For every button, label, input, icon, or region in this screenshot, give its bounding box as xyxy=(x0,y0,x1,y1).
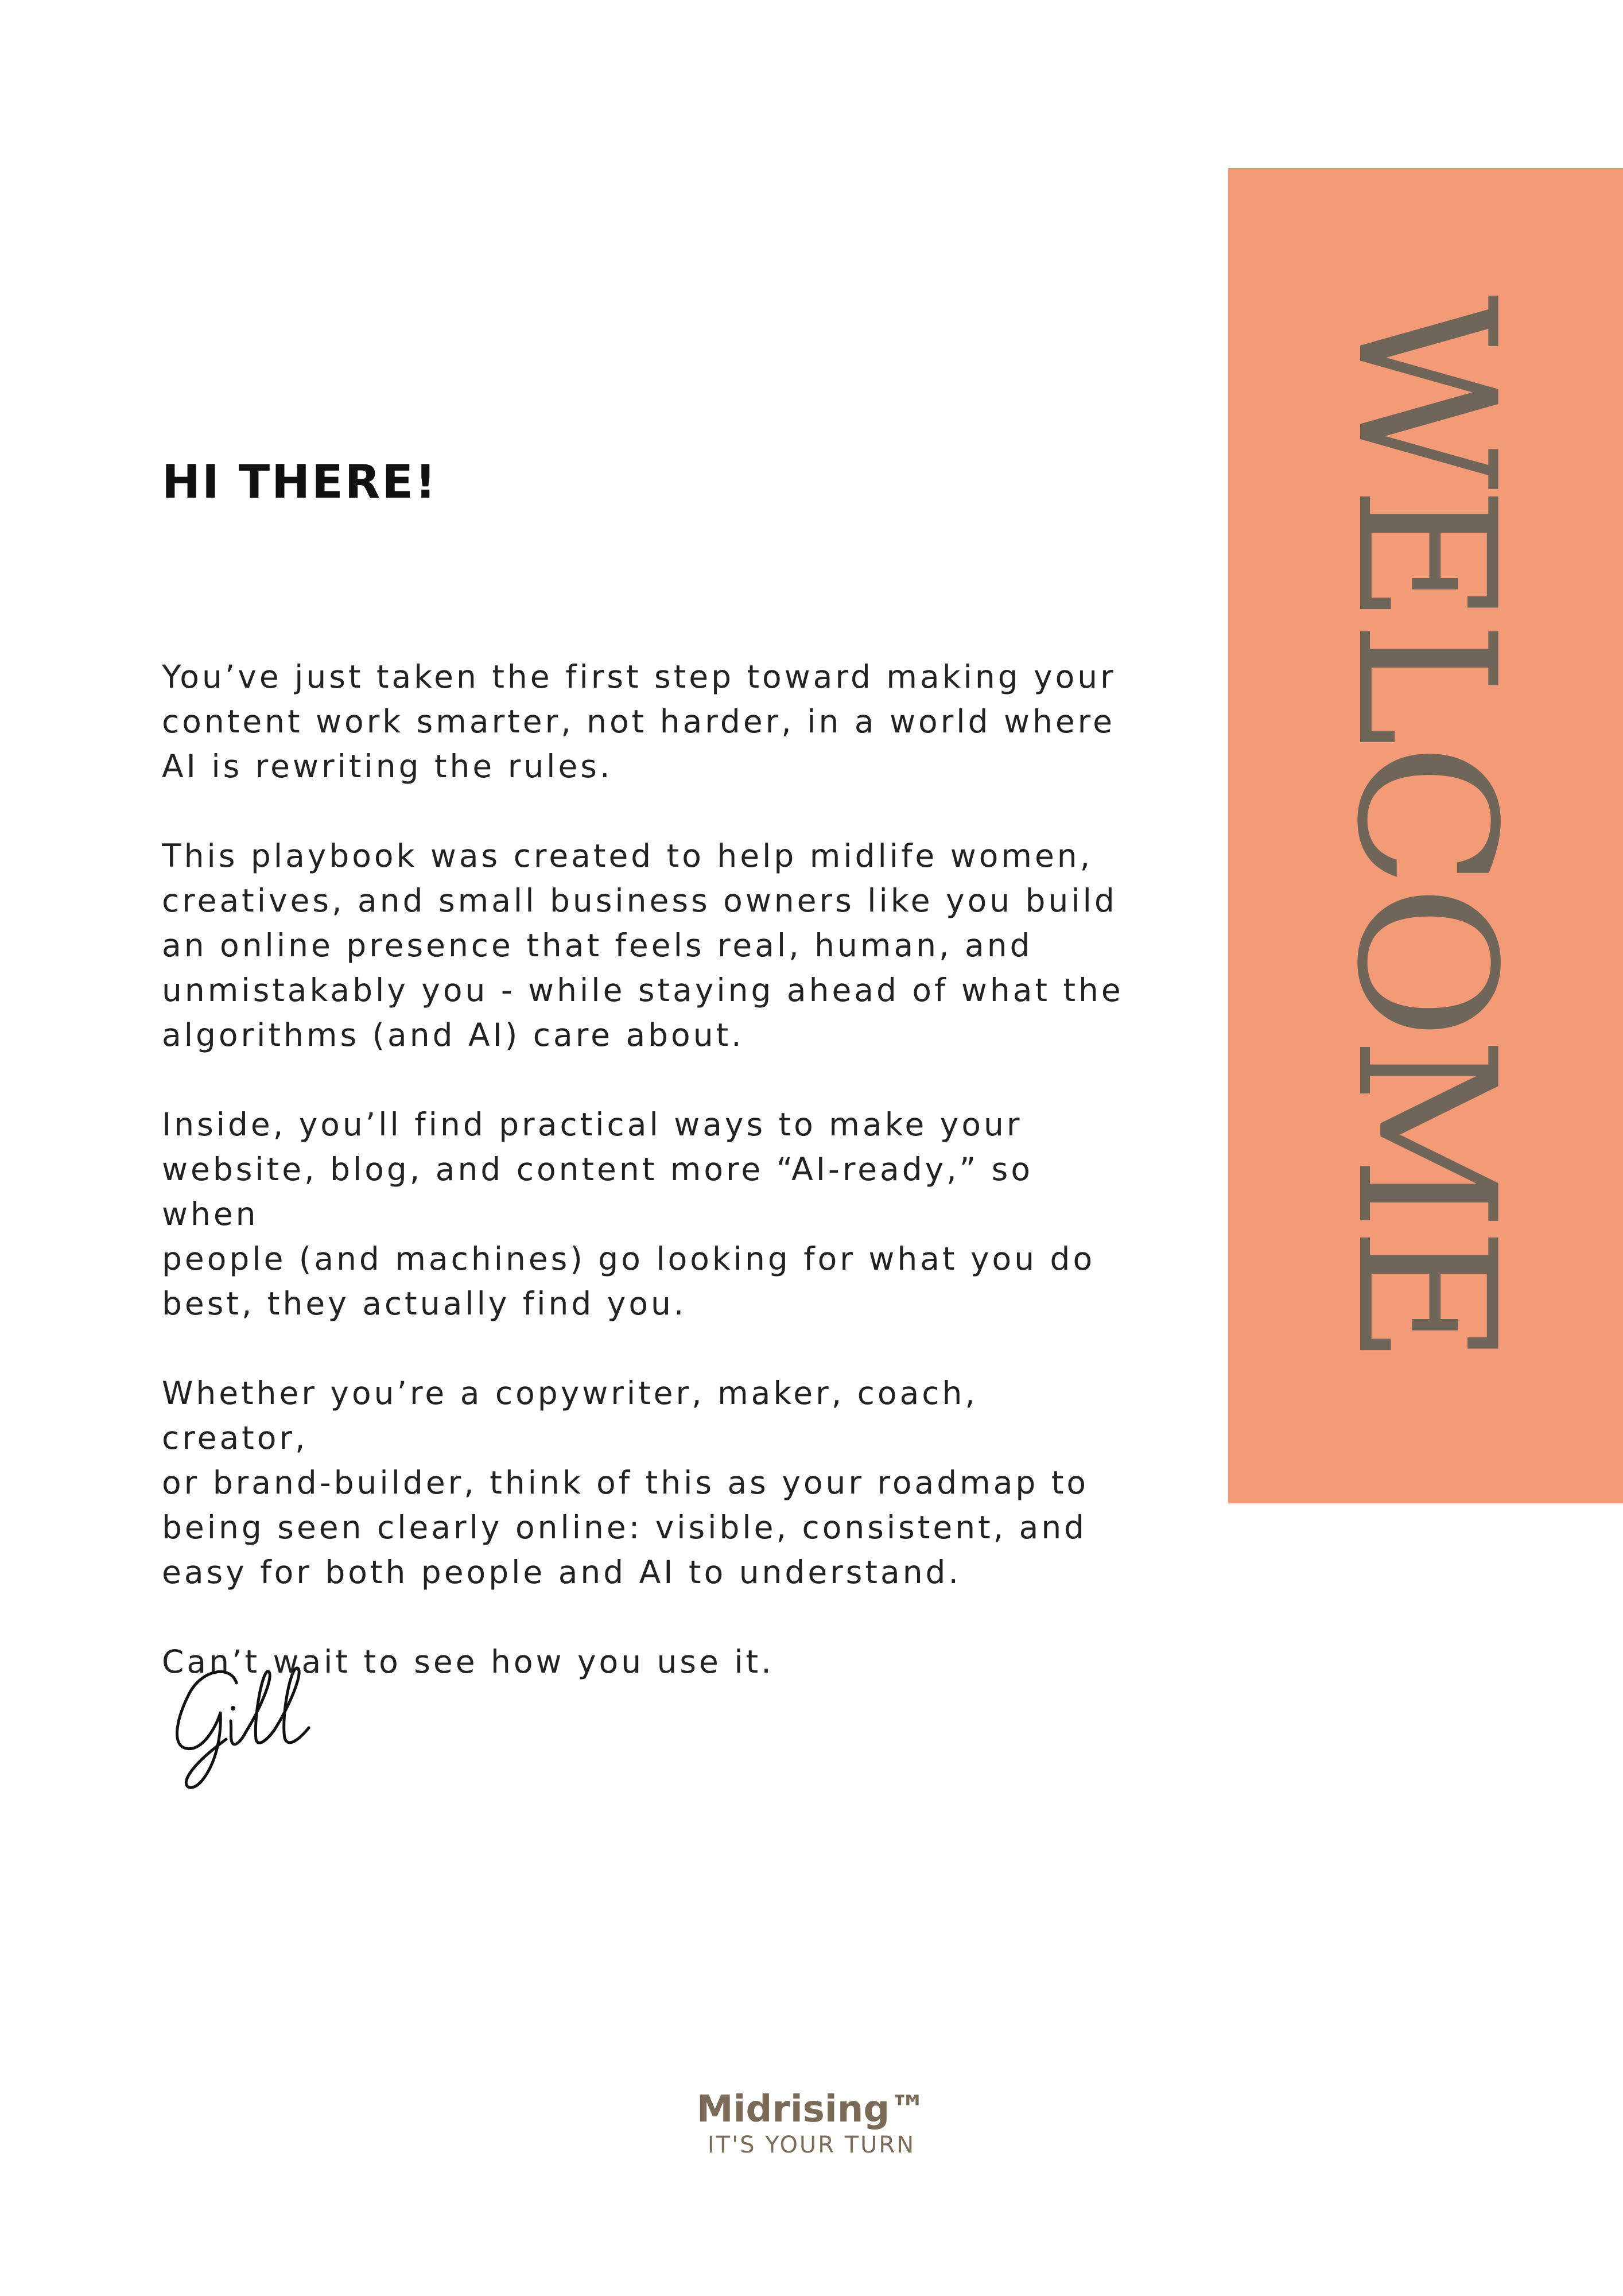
brand-tagline: IT'S YOUR TURN xyxy=(707,2132,916,2159)
paragraph-inside: Inside, you’ll find practical ways to make your website, blog, and content more “AI-ready,” so when people (and machines) go looking for what you do best, they actually find you. xyxy=(162,1106,1096,1322)
welcome-banner xyxy=(1228,168,1623,1503)
greeting-heading: HI THERE! xyxy=(162,455,438,509)
brand-footer xyxy=(0,2089,1623,2158)
letter-body xyxy=(162,654,1126,1729)
paragraph-purpose: This playbook was created to help midlife women, creatives, and small business owners like you build an online presence that feels real, human, and unmistakably you - while staying ahead of what the algorithms (and AI) care about. xyxy=(162,837,1124,1053)
brand-name: Midrising™ xyxy=(696,2088,927,2131)
paragraph-closing: Can’t wait to see how you use it. xyxy=(162,1643,774,1680)
paragraph-intro: You’ve just taken the first step toward making your content work smarter, not harder, in a world where AI is rewriting the rules. xyxy=(162,658,1116,785)
signature-gill xyxy=(162,1653,334,1791)
paragraph-roadmap: Whether you’re a copywriter, maker, coach, creator, or brand-builder, think of this as your roadmap to being seen clearly online: visible, consistent, and easy for both people and AI to understand. xyxy=(162,1375,1089,1591)
welcome-vertical-title: WELCOME xyxy=(1315,294,1536,1362)
